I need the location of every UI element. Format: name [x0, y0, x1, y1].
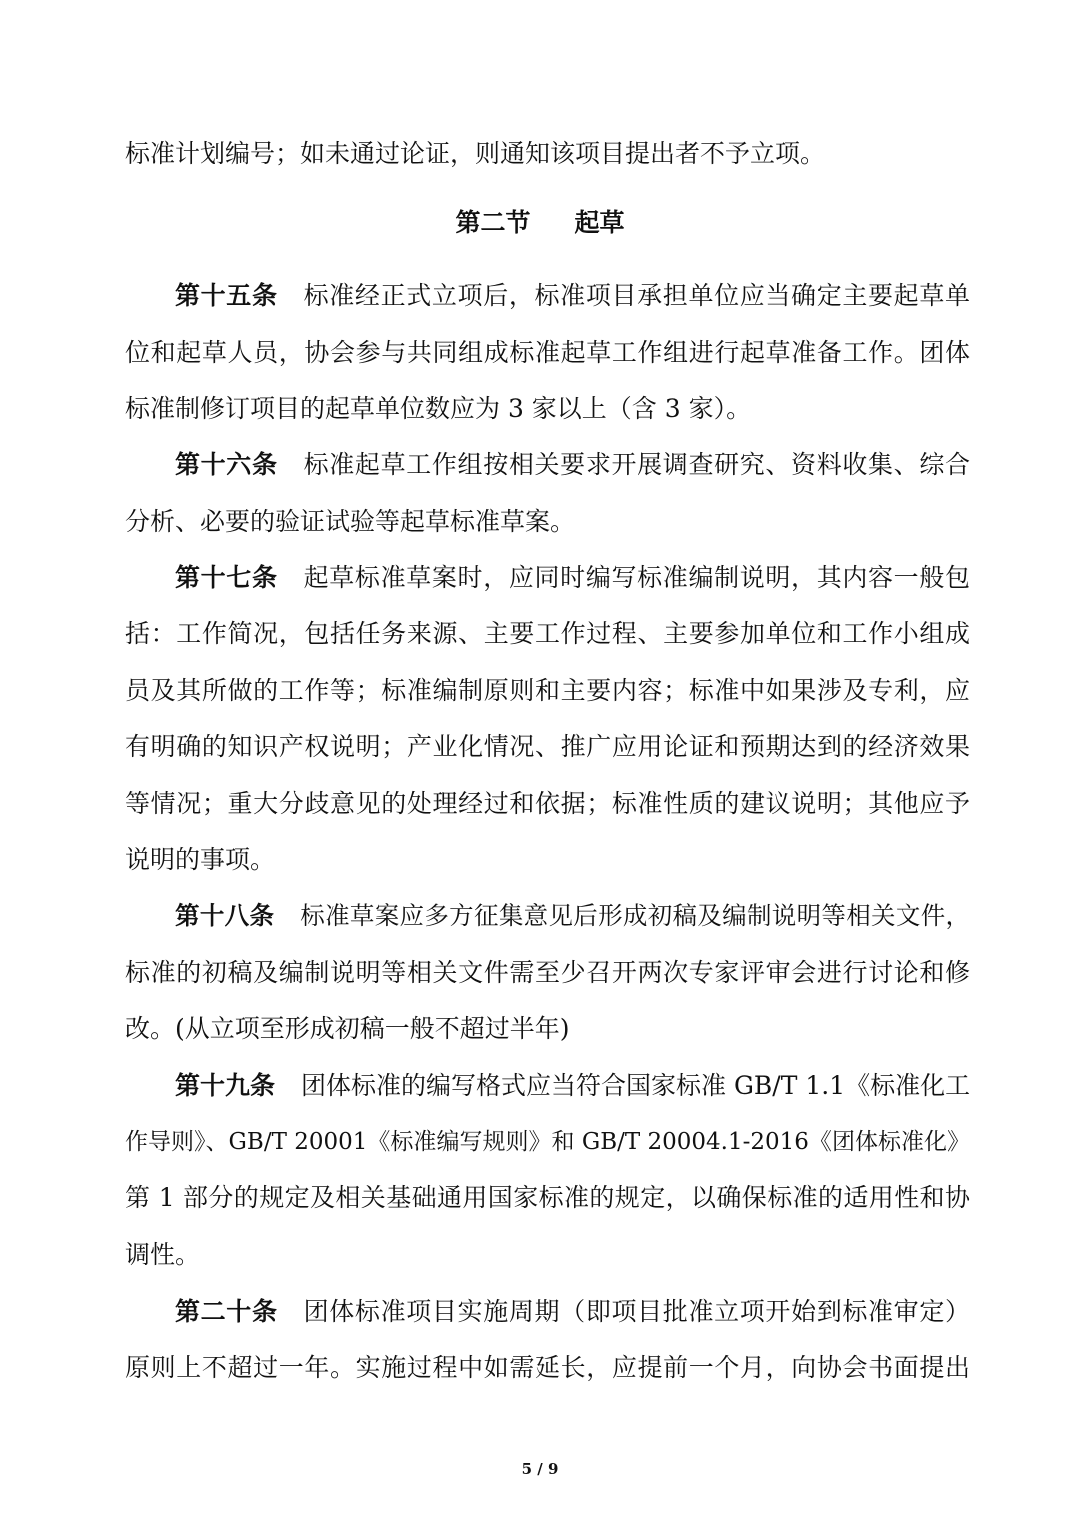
article-20-line-1 [175, 1296, 970, 1328]
article-20-text-1: 团体标准项目实施周期（即项目批准立项开始到标准审定） [303, 1297, 970, 1326]
article-17-line-2: 括：工作简况，包括任务来源、主要工作过程、主要参加单位和工作小组成 [125, 619, 970, 648]
article-18-line-2: 标准的初稿及编制说明等相关文件需至少召开两次专家评审会进行讨论和修 [125, 958, 970, 987]
article-15-line-2: 位和起草人员，协会参与共同组成标准起草工作组进行起草准备工作。团体 [125, 338, 970, 367]
article-15-line-3: 标准制修订项目的起草单位数应为 3 家以上（含 3 家）。 [125, 394, 752, 423]
article-18-line-3: 改。(从立项至形成初稿一般不超过半年) [125, 1014, 570, 1043]
article-19-line-2: 作导则》、GB/T 20001《标准编写规则》和 GB/T 20004.1-2016《团体标准化》 [125, 1129, 970, 1155]
article-16-label: 第十六条 [175, 450, 278, 479]
article-16-text-1: 标准起草工作组按相关要求开展调查研究、资料收集、综合 [303, 450, 970, 479]
article-19-label: 第十九条 [175, 1071, 276, 1100]
article-18-line-1 [175, 900, 970, 932]
article-17-label: 第十七条 [175, 563, 278, 592]
article-16-line-1 [175, 449, 970, 481]
article-17-line-1 [175, 562, 970, 594]
article-18-label: 第十八条 [175, 901, 275, 930]
section-heading [0, 207, 1080, 239]
intro-line: 标准计划编号；如未通过论证，则通知该项目提出者不予立项。 [125, 139, 826, 168]
article-19-line-4: 调性。 [125, 1240, 201, 1269]
article-20-label: 第二十条 [175, 1297, 278, 1326]
article-15-label: 第十五条 [175, 281, 278, 310]
page-number: 5 / 9 [521, 1460, 559, 1478]
article-17-line-3: 员及其所做的工作等；标准编制原则和主要内容；标准中如果涉及专利，应 [125, 676, 970, 705]
article-19-line-1 [175, 1070, 970, 1102]
article-17-line-6: 说明的事项。 [125, 845, 276, 874]
article-17-line-4: 有明确的知识产权说明；产业化情况、推广应用论证和预期达到的经济效果 [125, 732, 970, 761]
section-title: 起草 [574, 208, 625, 237]
article-15-text-1: 标准经正式立项后，标准项目承担单位应当确定主要起草单 [303, 281, 970, 310]
article-17-text-1: 起草标准草案时，应同时编写标准编制说明，其内容一般包 [303, 563, 970, 592]
section-number: 第二节 [455, 208, 531, 237]
article-18-text-1: 标准草案应多方征集意见后形成初稿及编制说明等相关文件， [300, 901, 971, 930]
article-19-text-1: 团体标准的编写格式应当符合国家标准 GB/T 1.1《标准化工 [301, 1071, 971, 1100]
article-20-line-2: 原则上不超过一年。实施过程中如需延长，应提前一个月，向协会书面提出 [125, 1353, 970, 1382]
article-19-line-3: 第 1 部分的规定及相关基础通用国家标准的规定，以确保标准的适用性和协 [125, 1183, 970, 1212]
article-17-line-5: 等情况；重大分歧意见的处理经过和依据；标准性质的建议说明；其他应予 [125, 789, 970, 818]
article-15-line-1 [175, 280, 970, 312]
article-16-line-2: 分析、必要的验证试验等起草标准草案。 [125, 507, 576, 536]
